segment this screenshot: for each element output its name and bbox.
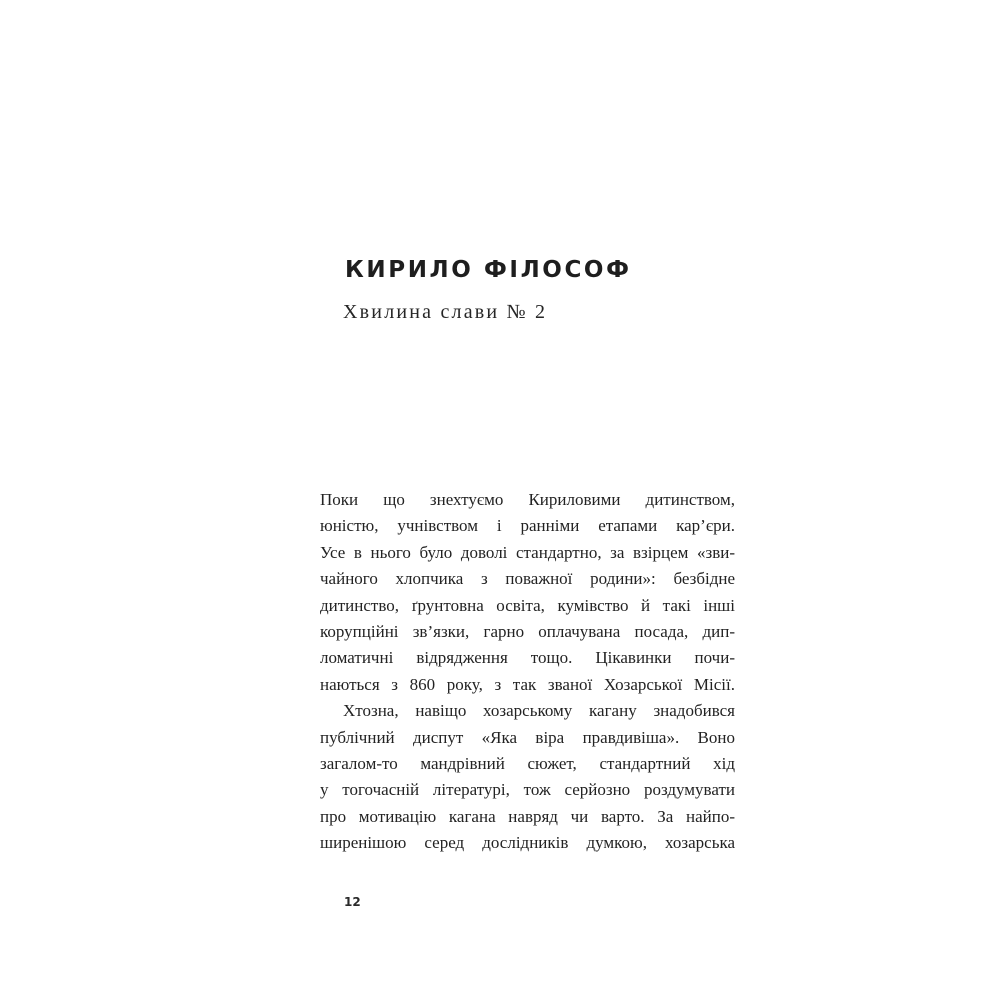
- chapter-title: КИРИЛО ФІЛОСОФ: [345, 257, 632, 283]
- text-line: у тогочасній літературі, тож серйозно роздумувати: [320, 780, 735, 800]
- text-line: наються з 860 року, з так званої Хозарської Місії.: [320, 674, 735, 694]
- paragraph-1: [320, 487, 735, 698]
- body-text: [320, 487, 735, 856]
- text-line: чайного хлопчика з поважної родини»: безбідне: [320, 569, 735, 589]
- text-line: корупційні зв’язки, гарно оплачувана посада, дип-: [320, 621, 735, 641]
- chapter-subtitle: Хвилина слави № 2: [343, 301, 548, 323]
- text-line: загалом-то мандрівний сюжет, стандартний хід: [320, 753, 735, 773]
- text-line: Поки що знехтуємо Кириловими дитинством,: [320, 490, 735, 509]
- text-line: публічний диспут «Яка віра правдивіша». Воно: [320, 727, 735, 747]
- paragraph-2: [320, 698, 735, 856]
- text-line: ломатичні відрядження тощо. Цікавинки почи-: [320, 648, 735, 668]
- text-line: ширенішою серед дослідників думкою, хозарська: [320, 833, 735, 853]
- page-number: 12: [344, 895, 361, 909]
- text-line: дитинство, ґрунтовна освіта, кумівство й такі інші: [320, 595, 735, 615]
- text-line: юністю, учнівством і ранніми етапами кар’єри.: [320, 516, 735, 536]
- text-line: Хтозна, навіщо хозарському кагану знадобився: [343, 701, 735, 721]
- text-line: про мотивацію кагана навряд чи варто. За найпо-: [320, 806, 735, 826]
- text-line: Усе в нього було доволі стандартно, за взірцем «зви-: [320, 542, 735, 562]
